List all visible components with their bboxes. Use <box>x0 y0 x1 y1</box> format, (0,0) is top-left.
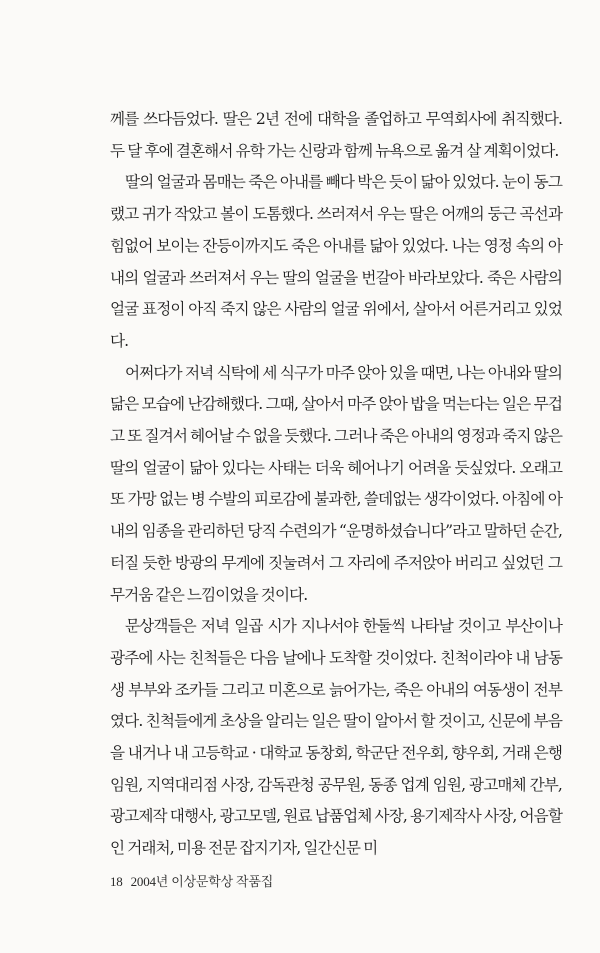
page-footer <box>110 871 273 890</box>
paragraph-continuation: 께를 쓰다듬었다. 딸은 2년 전에 대학을 졸업하고 무역회사에 취직했다. 두 달 후에 결혼해서 유학 가는 신랑과 함께 뉴욕으로 옮겨 살 계획이었다. <box>110 110 562 160</box>
book-title: 2004년 이상문학상 작품집 <box>130 874 274 889</box>
paragraph-mourners: 문상객들은 저녁 일곱 시가 지나서야 한둘씩 나타날 것이고 부산이나 광주에 사는 친척들은 다음 날에나 도착할 것이었다. 친척이라야 내 남동생 부부와 조카들 그리고 미혼으로 늙어가는, 죽은 아내의 여동생이 전부였다. 친척들에게 초상을 알리는 일은 딸이 알아서 할 것이고, 신문에 부음을 내거나 내 고등학교 · 대학교 동창회, 학군단 전우회, 향우회, 거래 은행 임원, 지역대리점 사장, 감독관청 공무원, 동종 업계 임원, 광고매체 간부, 광고제작 대행사, 광고모델, 원료 납품업체 사장, 용기제작사 사장, 어음할인 거래처, 미용 전문 잡지기자, 일간신문 미 <box>110 617 562 858</box>
body-text <box>110 104 562 865</box>
paragraph-daughter-face: 딸의 얼굴과 몸매는 죽은 아내를 빼다 박은 듯이 닮아 있었다. 눈이 동그랬고 귀가 작았고 볼이 도톰했다. 쓰러져서 우는 딸은 어깨의 둥근 곡선과 힘없어 보이는 잔등이까지도 죽은 아내를 닮아 있었다. 나는 영정 속의 아내의 얼굴과 쓰러져서 우는 딸의 얼굴을 번갈아 바라보았다. 죽은 사람의 얼굴 표정이 아직 죽지 않은 사람의 얼굴 위에서, 살아서 어른거리고 있었다. <box>110 173 562 350</box>
page-number: 18 <box>110 874 123 889</box>
paragraph-dinner-table: 어쩌다가 저녁 식탁에 세 식구가 마주 앉아 있을 때면, 나는 아내와 딸의 닮은 모습에 난감해했다. 그때, 살아서 마주 앉아 밥을 먹는다는 일은 무겁고 또 질겨서 헤어날 수 없을 듯했다. 그러나 죽은 아내의 영정과 죽지 않은 딸의 얼굴이 닮아 있다는 사태는 더욱 헤어나기 어려울 듯싶었다. 오래고 또 가망 없는 병 수발의 피로감에 불과한, 쓸데없는 생각이었다. 아침에 아내의 임종을 관리하던 당직 수련의가 “운명하셨습니다”라고 말하던 순간, 터질 듯한 방광의 무게에 짓눌려서 그 자리에 주저앉아 버리고 싶었던 그 무거움 같은 느낌이었을 것이다. <box>110 363 562 604</box>
